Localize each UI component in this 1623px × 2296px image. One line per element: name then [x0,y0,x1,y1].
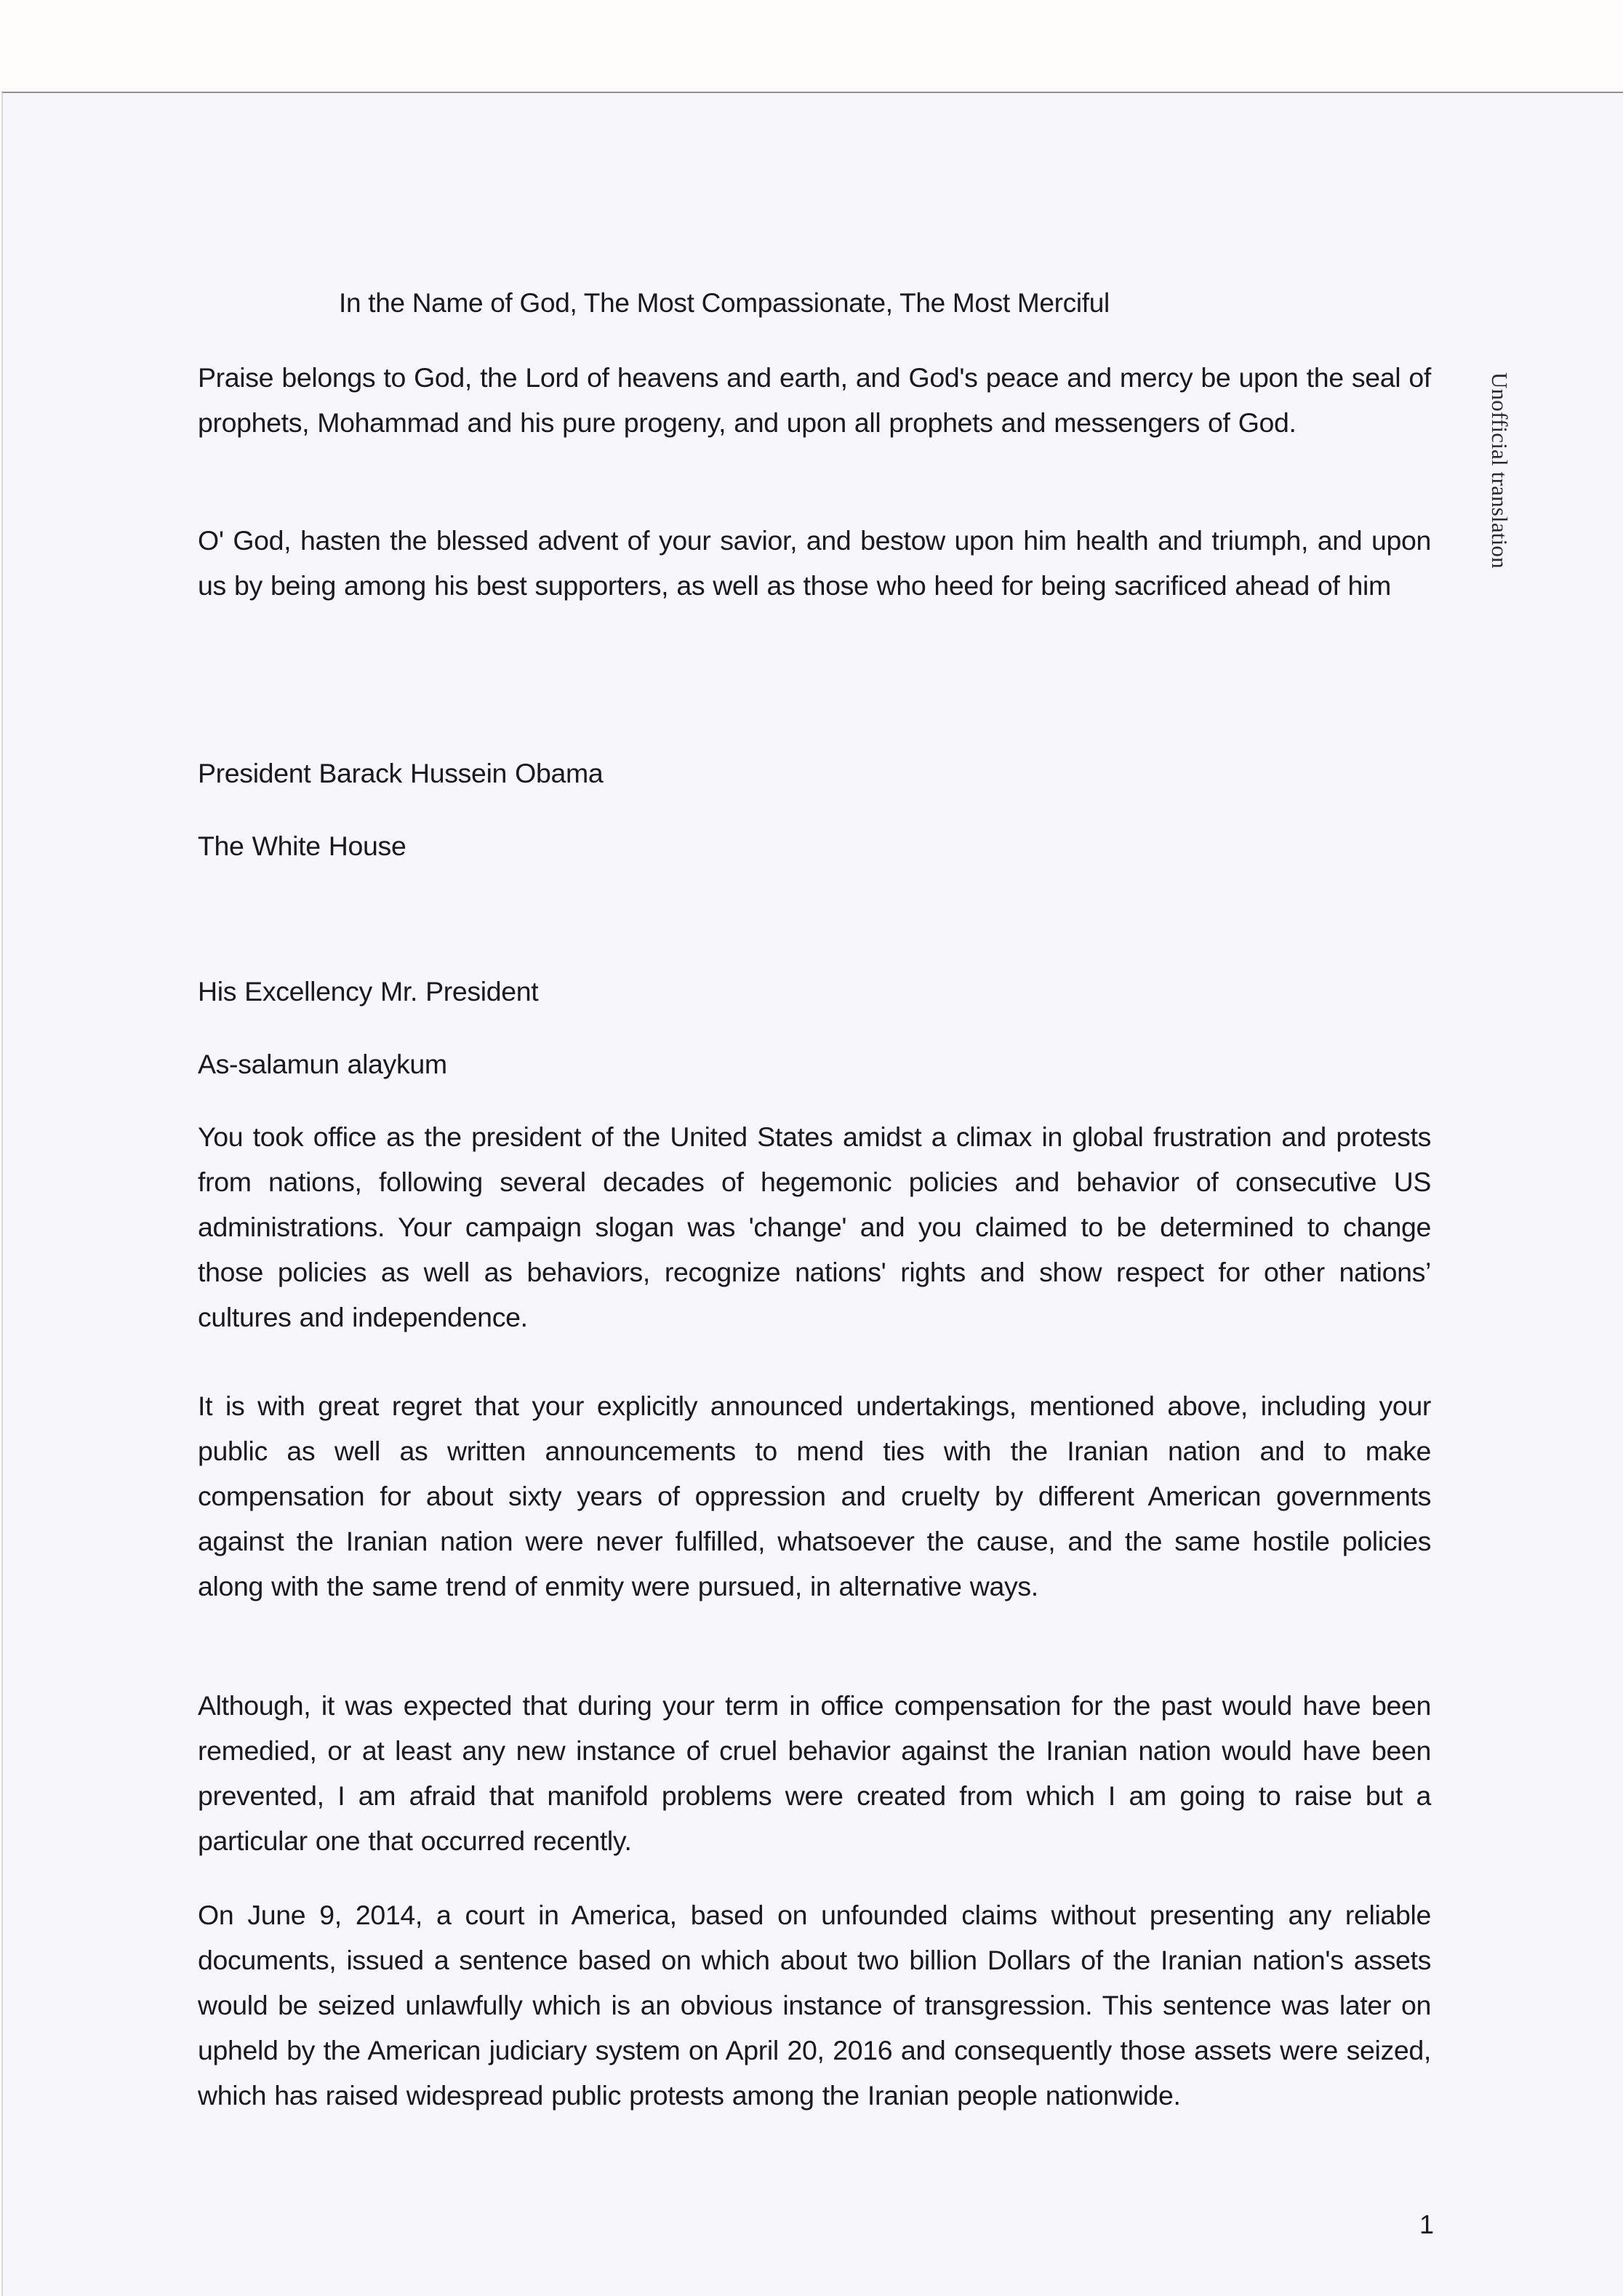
paragraph-block-4 [198,1892,1431,2118]
invocation-block-1 [198,355,1431,445]
body-paragraph: You took office as the president of the United States amidst a climax in global frustration and protests from nations, following several decades of hegemonic policies and behavior of consecutive US administrations. Your campaign slogan was 'change' and you claimed to be determined to change those policies as well as behaviors, recognize nations' rights and show respect for other nations’ cultures and independence. [198,1121,1431,1332]
invocation-block-2 [198,518,1431,608]
letter-page [1,92,1623,2296]
salutation-title: His Excellency Mr. President [198,976,539,1007]
recipient-address: The White House [198,831,406,861]
greeting: As-salamun alaykum [198,1049,447,1079]
body-paragraph: On June 9, 2014, a court in America, based on unfounded claims without presenting any reliable documents, issued a sentence based on which about two billion Dollars of the Iranian nation's assets would be seized unlawfully which is an obvious instance of transgression. This sentence was later on upheld by the American judiciary system on April 20, 2016 and consequently those assets were seized, which has raised widespread public protests among the Iranian people nationwide. [198,1900,1431,2111]
recipient-address-block [198,823,1431,868]
unofficial-translation-note: Unofficial translation [1487,372,1512,569]
recipient-name-block [198,751,1431,796]
page-number: 1 [1419,2209,1435,2239]
scan-top-margin [0,0,1623,92]
paragraph-block-1 [198,1114,1431,1340]
bismillah-heading: In the Name of God, The Most Compassionate, The Most Merciful [339,288,1110,318]
invocation-prayer: O' God, hasten the blessed advent of your savior, and bestow upon him health and triumph, and upon us by being among his best supporters, as well as those who heed for being sacrificed ahead of him [198,525,1431,601]
recipient-name: President Barack Hussein Obama [198,758,604,788]
paragraph-block-2 [198,1383,1431,1609]
salutation-title-block [198,969,1431,1014]
body-paragraph: Although, it was expected that during your term in office compensation for the past would have been remedied, or at least any new instance of cruel behavior against the Iranian nation would have been prevented, I am afraid that manifold problems were created from which I am going to raise but a particular one that occurred recently. [198,1690,1431,1856]
invocation-praise: Praise belongs to God, the Lord of heavens and earth, and God's peace and mercy be upon the seal of prophets, Mohammad and his pure progeny, and upon all prophets and messengers of God. [198,362,1431,438]
paragraph-block-3 [198,1683,1431,1863]
greeting-block [198,1041,1431,1087]
body-paragraph: It is with great regret that your explicitly announced undertakings, mentioned above, including your public as well as written announcements to mend ties with the Iranian nation and to make compensation for about sixty years of oppression and cruelty by different American governments against the Iranian nation were never fulfilled, whatsoever the cause, and the same hostile policies along with the same trend of enmity were pursued, in alternative ways. [198,1391,1431,1601]
